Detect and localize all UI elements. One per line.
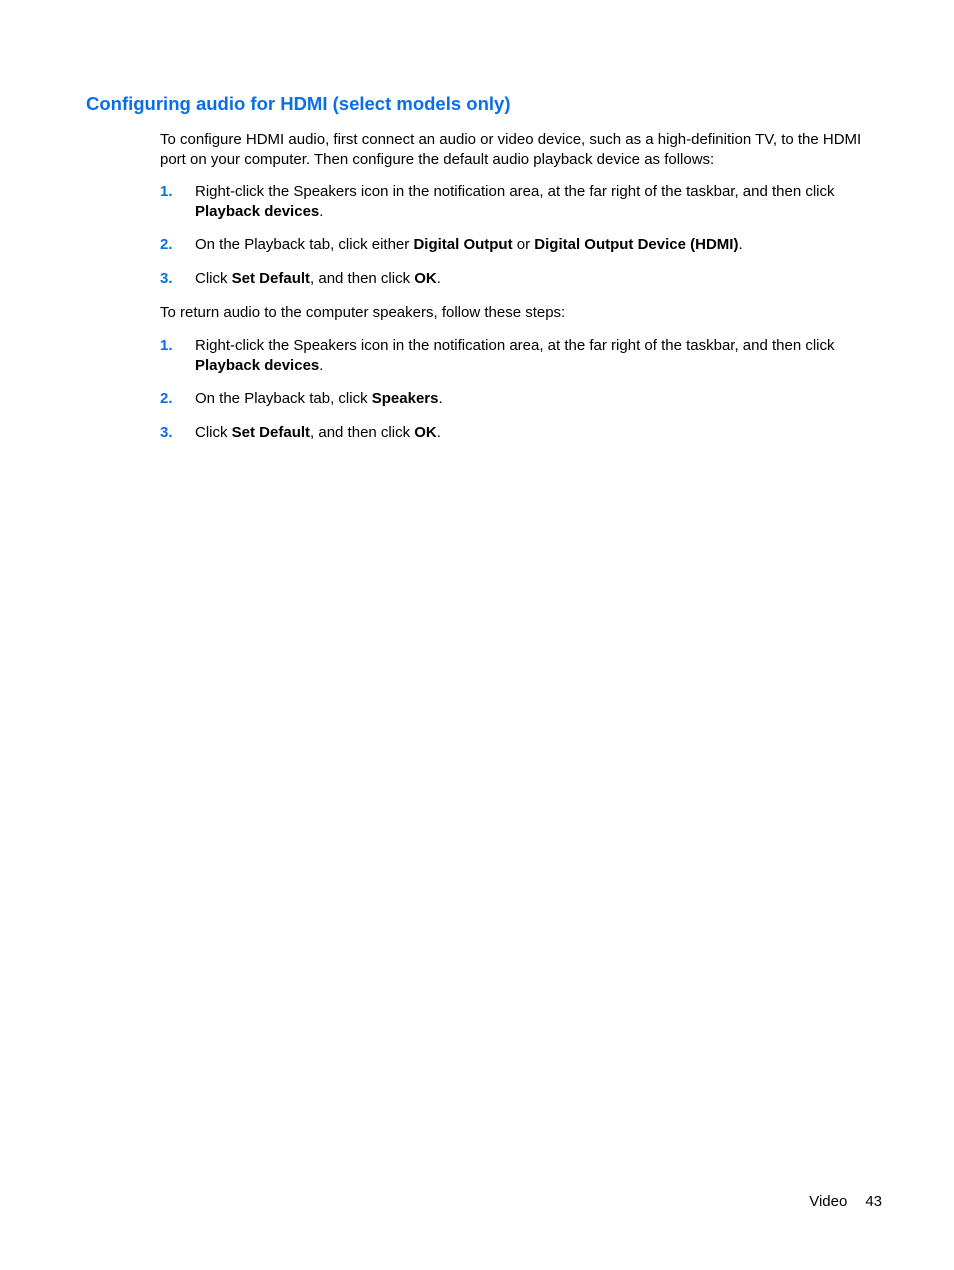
step-number: 2.: [160, 390, 173, 407]
step-number: 2.: [160, 236, 173, 253]
step-number: 3.: [160, 424, 173, 441]
step-text: Click Set Default, and then click OK.: [195, 424, 441, 441]
section-heading: Configuring audio for HDMI (select models only): [86, 93, 511, 114]
step-number: 1.: [160, 337, 173, 354]
intro-paragraph: To configure HDMI audio, first connect an audio or video device, such as a high-definition TV, to the HDMI port on your computer. Then configure the default audio playback device as follows:: [160, 131, 862, 168]
footer-section-name: Video: [809, 1193, 848, 1210]
step-number: 1.: [160, 183, 173, 200]
step-text: Right-click the Speakers icon in the notification area, at the far right of the taskbar, and then click Playback devices.: [195, 183, 835, 220]
page-footer: [809, 1193, 882, 1210]
step-text: Click Set Default, and then click OK.: [195, 270, 441, 287]
step-text: On the Playback tab, click either Digital Output or Digital Output Device (HDMI).: [195, 236, 743, 253]
page-number: 43: [865, 1193, 882, 1210]
step-text: On the Playback tab, click Speakers.: [195, 390, 443, 407]
return-intro-paragraph: To return audio to the computer speakers, follow these steps:: [160, 304, 566, 321]
step-text: Right-click the Speakers icon in the notification area, at the far right of the taskbar, and then click Playback devices.: [195, 337, 835, 374]
step-number: 3.: [160, 270, 173, 287]
